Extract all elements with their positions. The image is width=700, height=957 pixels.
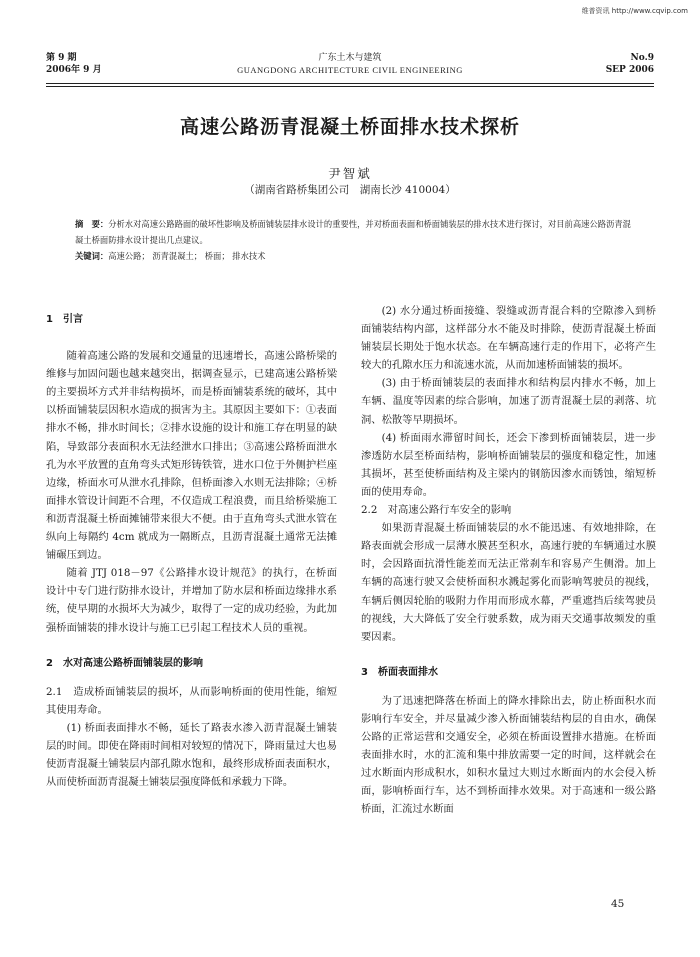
- paper-title: 高速公路沥青混凝土桥面排水技术探析: [179, 116, 520, 138]
- left-column: [46, 302, 337, 791]
- section-heading-1: 1 引言: [46, 314, 83, 325]
- paragraph: (3) 由于桥面铺装层的表面排水和结构层内排水不畅，加上车辆、温度等因素的综合影响，加速了沥青混凝土层的剥落、坑洞、松散等早期损坏。: [361, 377, 656, 426]
- section-heading-2: 2 水对高速公路桥面铺装层的影响: [46, 657, 203, 669]
- paragraph: (4) 桥面雨水滞留时间长，还会下渗到桥面铺装层，进一步渗透防水层至桥面结构，影响桥面铺装层的强度和稳定性，加速其损坏，甚至使桥面结构及主梁内的钢筋因渗水而锈蚀，缩短桥面的使用寿命。: [361, 431, 656, 498]
- section-heading-3: 3 桥面表面排水: [361, 666, 438, 678]
- abstract-block: [75, 216, 635, 264]
- paragraph: (1) 桥面表面排水不畅，延长了路表水渗入沥青混凝土铺装层的时间。即使在降雨时间相对较短的情况下，降雨量过大也易使沥青混凝土铺装层内部孔隙水饱和，最终形成桥面表面积水，从而使桥面沥青混凝土铺装层强度降低和承载力下降。: [46, 721, 337, 789]
- right-column: [361, 302, 656, 819]
- keywords: [75, 248, 635, 264]
- header-center: [46, 52, 654, 76]
- header-rule-thin: [46, 86, 654, 87]
- keywords-text: 高速公路； 沥青混凝土； 桥面； 排水技术: [108, 251, 266, 261]
- affiliation: （湖南省路桥集团公司 湖南长沙 410004）: [244, 184, 456, 196]
- paragraph: 如果沥青混凝土桥面铺装层的水不能迅速、有效地排除，在路表面就会形成一层薄水膜甚至积水，高速行驶的车辆通过水膜时，会因路面抗滑性能差而无法正常刹车和容易产生侧滑。加上车辆的高速行驶又会使桥面积水溅起雾化而影响驾驶员的视线，车辆后侧因轮胎的吸附力作用而形成水幕，严重遮挡后续驾驶员的视线，大大降低了安全行驶系数，成为雨天交通事故频发的重要因素。: [361, 522, 656, 643]
- journal-cn: 广东土木与建筑: [318, 53, 382, 63]
- watermark: 维普资讯 http://www.cqvip.com: [581, 7, 688, 15]
- header-rule-thick: [46, 83, 654, 84]
- journal-en: GUANGDONG ARCHITECTURE CIVIL ENGINEERING: [237, 65, 463, 75]
- paragraph: (2) 水分通过桥面接缝、裂缝或沥青混合料的空隙渗入到桥面铺装结构内部，这样部分水不能及时排除，使沥青混凝土桥面铺装层长期处于饱水状态。在车辆高速行走的作用下，必将产生较大的孔隙水压力和流速水流，从而加速桥面铺装的损坏。: [361, 305, 656, 372]
- issue-cn: 第 9 期: [46, 53, 77, 63]
- abstract: [75, 216, 635, 248]
- paragraph: 为了迅速把降落在桥面上的降水排除出去，防止桥面积水而影响行车安全，并尽量减少渗入桥面铺装结构层的自由水，确保公路的正常运营和交通安全，必须在桥面设置排水措施。在桥面表面排水时，水的汇流和集中排放需要一定的时间，这样就会在过水断面内形成积水，如积水量过大则过水断面内的水会侵入桥面，影响桥面行车，达不到桥面排水效果。对于高速和一级公路桥面，汇流过水断面: [361, 694, 656, 816]
- issue-en: No.9: [630, 53, 654, 63]
- keywords-label: 关键词：: [75, 251, 109, 261]
- subsection-heading-2-2: 2.2 对高速公路行车安全的影响: [361, 504, 512, 517]
- abstract-text: 分析水对高速公路路面的破坏性影响及桥面铺装层排水设计的重要性，并对桥面表面和桥面铺装层的排水技术进行探讨，对目前高速公路沥青混凝土桥面防排水设计提出几点建议。: [75, 219, 631, 245]
- running-header: [46, 52, 654, 82]
- subsection-heading-2-1: 2.1 造成桥面铺装层的损坏，从而影响桥面的使用性能，缩短其使用寿命。: [46, 685, 337, 716]
- abstract-label: 摘 要：: [75, 219, 109, 229]
- header-right: [606, 52, 654, 76]
- date-cn: 2006年 9 月: [46, 65, 102, 75]
- page-number: 45: [611, 898, 625, 910]
- author: 尹智斌: [328, 166, 372, 181]
- date-en: SEP 2006: [605, 65, 654, 75]
- paragraph: 随着 JTJ 018－97《公路排水设计规范》的执行，在桥面设计中专门进行防排水设计，并增加了防水层和桥面边缘排水系统，使早期的水损坏大为减少，取得了一定的成功经验，为此加强桥面铺装的排水设计与施工已引起工程技术人员的重视。: [46, 567, 337, 634]
- paragraph: 随着高速公路的发展和交通量的迅速增长，高速公路桥梁的维修与加固问题也越来越突出，据调查显示，已建高速公路桥梁的主要损坏方式并非结构损坏，而是桥面铺装系统的破坏，其中以桥面铺装层因积水造成的损害为主。其原因主要如下：①表面排水不畅，排水时间长；②排水设施的设计和施工存在明显的缺陷，导致部分表面积水无法经泄水口排出；③高速公路桥面泄水孔为水平放置的直角弯头式矩形铸铁管，进水口位于外侧护栏座边缘，桥面水可从泄水孔排除，但桥面渗入水则无法排除；④桥面排水管设计间距不合理，不仅造成工程浪费，而且给桥梁施工和沥青混凝土桥面摊铺带来很大不便。由于直角弯头式泄水管在纵向上每隔约 4cm 就成为一隔断点，且沥青混凝土通常无法摊铺碾压到边。: [46, 350, 337, 562]
